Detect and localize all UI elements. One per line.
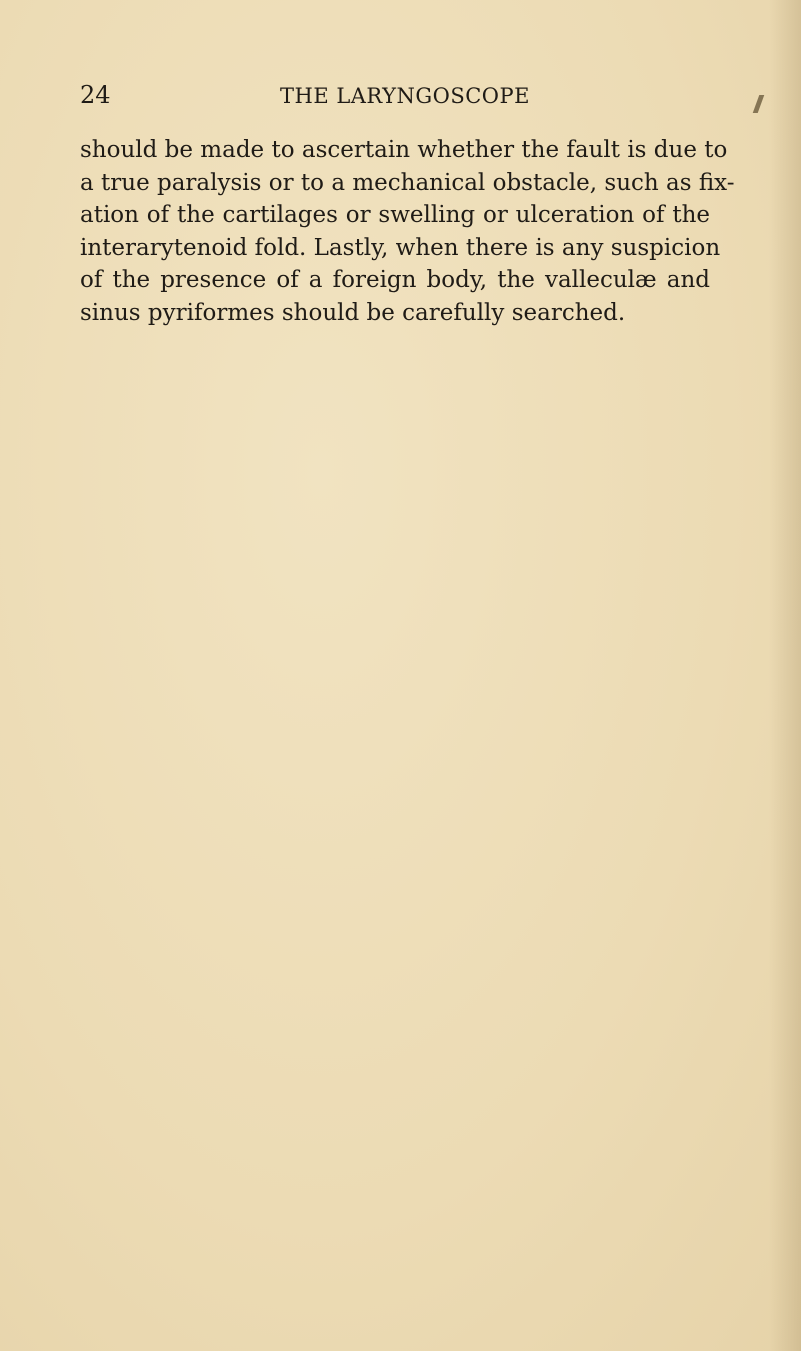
body-paragraph	[80, 134, 735, 329]
text-line: should be made to ascertain whether the fault is due to	[80, 137, 728, 163]
text-line: sinus pyriformes should be carefully searched.	[80, 299, 626, 326]
text-line: interarytenoid fold. Lastly, when there is any suspicion	[80, 234, 721, 261]
text-line: a true paralysis or to a mechanical obstacle, such as fix-	[80, 169, 735, 196]
running-title: THE LARYNGOSCOPE	[280, 84, 530, 108]
text-line: of the presence of a foreign body, the valleculæ and	[80, 267, 710, 293]
page-number: 24	[80, 81, 111, 109]
margin-mark	[753, 95, 765, 113]
page-header	[80, 80, 720, 112]
text-line: ation of the cartilages or swelling or ulceration of the	[80, 202, 710, 228]
